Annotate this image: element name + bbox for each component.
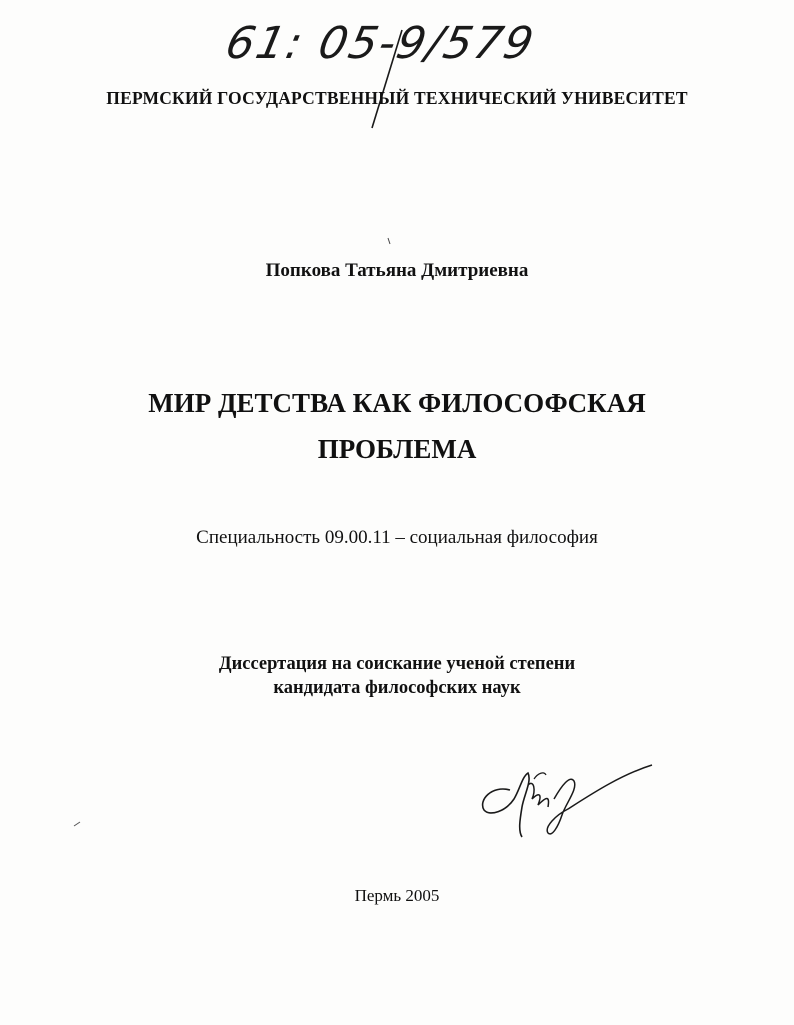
- degree-statement-line-1: Диссертация на соискание ученой степени: [218, 654, 576, 674]
- archive-code-handwritten: 61: 05-9/579: [221, 18, 540, 69]
- specialty: Специальность 09.00.11 – социальная философия: [196, 527, 598, 548]
- dissertation-title-line-1: МИР ДЕТСТВА КАК ФИЛОСОФСКАЯ: [148, 388, 646, 418]
- university-name: ПЕРМСКИЙ ГОСУДАРСТВЕННЫЙ ТЕХНИЧЕСКИЙ УНИВЕСИТЕТ: [106, 88, 688, 108]
- degree-statement-line-2: кандидата философских наук: [273, 678, 521, 698]
- stray-mark-margin: [74, 822, 80, 826]
- stray-mark: [388, 238, 390, 244]
- city-and-year: Пермь 2005: [354, 886, 440, 905]
- handwritten-signature: [470, 755, 660, 855]
- author-name: Попкова Татьяна Дмитриевна: [265, 260, 529, 281]
- dissertation-title-line-2: ПРОБЛЕМА: [317, 434, 477, 464]
